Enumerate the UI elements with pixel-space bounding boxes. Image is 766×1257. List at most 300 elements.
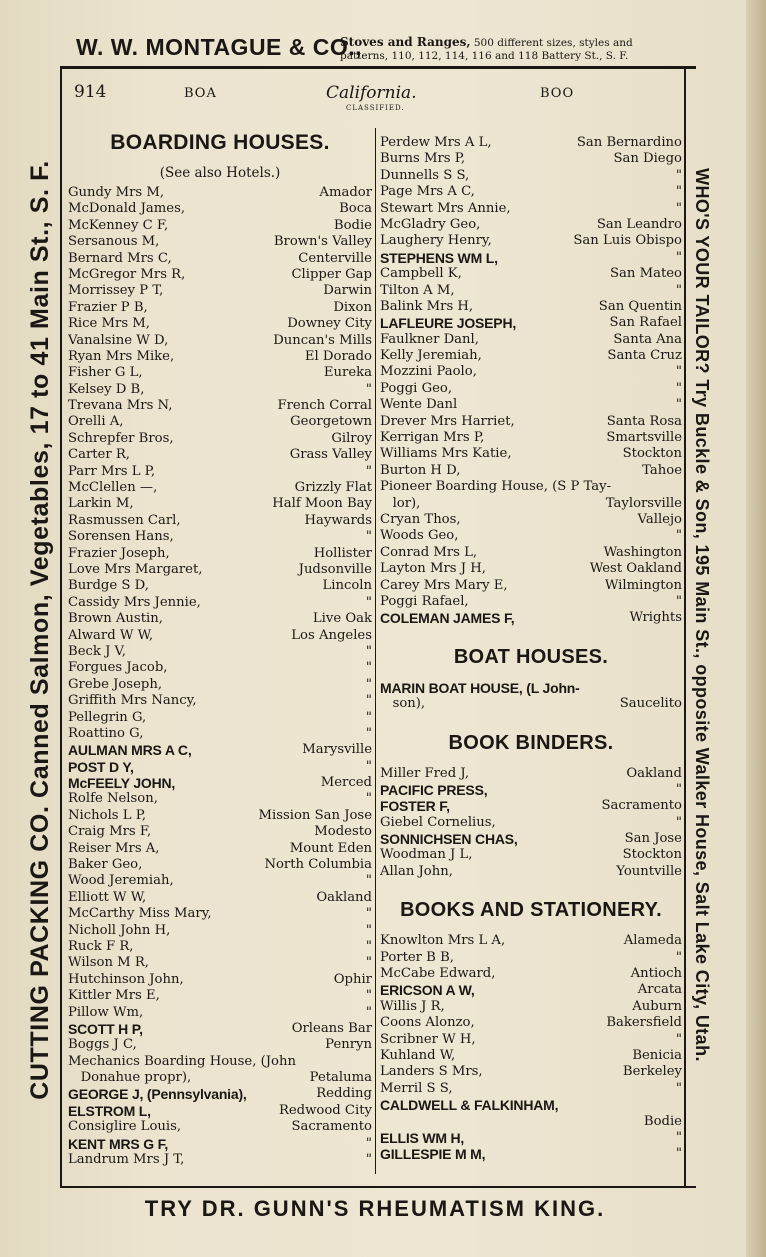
directory-entry (380, 1015, 682, 1031)
entry-location: Stockton (622, 446, 682, 462)
top-advertisement (76, 34, 686, 64)
entry-name: Donahue propr), (68, 1070, 192, 1086)
entry-name: Page Mrs A C, (380, 184, 475, 200)
directory-entry (68, 1086, 372, 1102)
entry-name: McDonald James, (68, 201, 186, 217)
entry-location: " (365, 873, 372, 889)
directory-entry (380, 1146, 682, 1162)
directory-entry (380, 831, 682, 847)
entry-location: Grass Valley (289, 447, 372, 463)
directory-entry (380, 463, 682, 479)
entry-location: El Dorado (304, 348, 372, 364)
entry-name: Mechanics Boarding House, (John (68, 1053, 296, 1069)
section-heading: BOOKS AND STATIONERY. (400, 899, 662, 922)
directory-entry (380, 315, 682, 331)
entry-name: Williams Mrs Katie, (380, 446, 512, 462)
entry-location: " (365, 1152, 372, 1168)
entry-location: San Quentin (598, 298, 682, 314)
entry-location: Orleans Bar (291, 1020, 372, 1036)
entry-location: Smartsville (606, 430, 682, 446)
entry-location: Wrights (629, 610, 682, 626)
entry-location: Mount Eden (289, 840, 372, 856)
entry-location: Merced (320, 775, 372, 791)
entry-location: Oakland (626, 765, 682, 781)
entry-name: Dunnells S S, (380, 167, 470, 183)
directory-entry (380, 332, 682, 348)
entry-location: Taylorsville (605, 495, 682, 511)
directory-entry (68, 529, 372, 545)
entry-location: Stockton (622, 847, 682, 863)
top-ad-line1-bold: Stoves and Ranges, (340, 35, 471, 49)
entry-location: San Jose (624, 831, 682, 847)
section-note: (See also Hotels.) (159, 165, 281, 181)
entry-location: " (365, 758, 372, 774)
directory-entry (380, 512, 682, 528)
directory-entry (380, 815, 682, 831)
entry-name: Balink Mrs H, (380, 298, 474, 314)
entry-location: " (365, 381, 372, 397)
page-number: 914 (74, 82, 107, 102)
directory-entry (380, 135, 682, 151)
directory-entry (68, 611, 372, 627)
entry-name: FOSTER F, (380, 798, 450, 815)
directory-entry (380, 610, 682, 626)
entry-name: GEORGE J, (Pennsylvania), (68, 1086, 247, 1103)
directory-entry (68, 1037, 372, 1053)
directory-entry (68, 873, 372, 889)
entry-name: Poggi Geo, (380, 380, 453, 396)
left-rule (60, 66, 62, 1186)
directory-entry (68, 857, 372, 873)
directory-entry (68, 710, 372, 726)
entry-location: Mission San Jose (258, 807, 372, 823)
entry-location: " (675, 949, 682, 965)
entry-name: SONNICHSEN CHAS, (380, 831, 518, 848)
directory-entry (380, 782, 682, 798)
entry-location: Brown's Valley (273, 234, 372, 250)
entry-location: " (675, 1146, 682, 1162)
entry-name: Kuhland W, (380, 1047, 456, 1063)
entry-location: " (365, 709, 372, 725)
entry-location: French Corral (277, 398, 372, 414)
entry-name: Rasmussen Carl, (68, 512, 181, 528)
directory-entry (380, 847, 682, 863)
entry-location: Downey City (287, 316, 372, 332)
entry-name: STEPHENS WM L, (380, 249, 498, 266)
entry-location: " (365, 676, 372, 692)
entry-location: Gilroy (331, 430, 372, 446)
entry-name: Rice Mrs M, (68, 316, 150, 332)
directory-entry (68, 841, 372, 857)
entry-name: PACIFIC PRESS, (380, 781, 488, 798)
entry-location: Los Angeles (291, 627, 372, 643)
directory-entry (68, 447, 372, 463)
right-side-advertisement: WHO'S YOUR TAILOR? Try Buckle & Son, 195 Main St., opposite Walker House, Salt Lake City, Utah. (692, 168, 713, 1062)
top-ad-line2: patterns, 110, 112, 114, 116 and 118 Battery St., S. F. (340, 50, 629, 62)
entry-location: San Mateo (610, 266, 682, 282)
entry-location: " (365, 660, 372, 676)
directory-entry (380, 397, 682, 413)
directory-entry (68, 890, 372, 906)
directory-entry (68, 595, 372, 611)
entry-name: Landrum Mrs J T, (68, 1152, 185, 1168)
entry-name: Landers S Mrs, (380, 1064, 483, 1080)
entry-name: ELSTROM L, (68, 1102, 151, 1119)
directory-entry (380, 528, 682, 544)
entry-name: Nicholl John H, (68, 922, 171, 938)
directory-entry (68, 1070, 372, 1086)
entry-name: Mozzini Paolo, (380, 364, 477, 380)
entry-location: Berkeley (622, 1064, 682, 1080)
entry-name: Giebel Cornelius, (380, 814, 496, 830)
directory-entry (68, 365, 372, 381)
directory-entry (68, 349, 372, 365)
entry-name: Ryan Mrs Mike, (68, 348, 175, 364)
entry-location: " (675, 814, 682, 830)
entry-name: Kelsey D B, (68, 381, 145, 397)
entry-name: GILLESPIE M M, (380, 1146, 486, 1163)
entry-name: Carter R, (68, 447, 130, 463)
directory-entry (380, 414, 682, 430)
entry-location: Redding (316, 1086, 372, 1102)
entry-location: Antioch (630, 966, 682, 982)
entry-name: Bernard Mrs C, (68, 250, 172, 266)
entry-location: Redwood City (278, 1102, 372, 1118)
directory-entry (68, 283, 372, 299)
entry-location: San Leandro (596, 216, 682, 232)
directory-entry (380, 217, 682, 233)
entry-name: McGregor Mrs R, (68, 266, 186, 282)
entry-name: Ruck F R, (68, 938, 134, 954)
entry-name: Larkin M, (68, 496, 134, 512)
entry-location: " (365, 594, 372, 610)
entry-location: Georgetown (290, 414, 372, 430)
entry-location: " (675, 1129, 682, 1145)
entry-location: Santa Rosa (606, 413, 682, 429)
entry-name: Stewart Mrs Annie, (380, 200, 511, 216)
directory-entry (68, 726, 372, 742)
bottom-advertisement: TRY DR. GUNN'S RHEUMATISM KING. (144, 1196, 606, 1221)
directory-entry (68, 431, 372, 447)
entry-location: Haywards (304, 512, 372, 528)
entry-location: " (365, 955, 372, 971)
entry-name: Allan John, (380, 863, 453, 879)
entry-name: ERICSON A W, (380, 982, 475, 999)
entry-name: McClellen —, (68, 480, 158, 496)
entry-name: Pioneer Boarding House, (S P Tay- (380, 479, 612, 495)
directory-entry (68, 955, 372, 971)
directory-entry (380, 266, 682, 282)
entry-name: Tilton A M, (380, 282, 455, 298)
entry-name: Carey Mrs Mary E, (380, 577, 508, 593)
entry-location: Amador (319, 185, 372, 200)
directory-entry (68, 513, 372, 529)
entry-name: AULMAN MRS A C, (68, 742, 192, 759)
entry-location: " (675, 282, 682, 298)
directory-entry (68, 677, 372, 693)
entry-location: Bodie (643, 1113, 682, 1129)
entry-location: Live Oak (312, 611, 372, 627)
entry-location: Oakland (316, 889, 372, 905)
entry-name: CALDWELL & FALKINHAM, (380, 1097, 559, 1114)
top-ad-line1-rest: 500 different sizes, styles and (473, 37, 633, 49)
entry-location: Clipper Gap (291, 266, 372, 282)
directory-entry (380, 184, 682, 200)
entry-location: " (675, 781, 682, 797)
directory-entry (380, 999, 682, 1015)
directory-entry (68, 824, 372, 840)
directory-entry (68, 628, 372, 644)
entry-location: Darwin (323, 283, 372, 299)
directory-entry (68, 251, 372, 267)
directory-entry (68, 578, 372, 594)
entry-name: Parr Mrs L P, (68, 463, 156, 479)
entry-location: " (675, 200, 682, 216)
entry-location: Sacramento (601, 798, 682, 814)
directory-entry (380, 364, 682, 380)
directory-entry (68, 414, 372, 430)
directory-entry (380, 233, 682, 249)
entry-location: Petaluma (309, 1070, 372, 1086)
entry-location: Centerville (298, 250, 372, 266)
directory-entry (68, 562, 372, 578)
directory-entry (68, 775, 372, 791)
entry-name: Vanalsine W D, (68, 332, 169, 348)
entry-name: Cryan Thos, (380, 511, 461, 527)
directory-entry (380, 1081, 682, 1097)
entry-name: Woods Geo, (380, 528, 459, 544)
entry-name: Kerrigan Mrs P, (380, 430, 485, 446)
directory-entry (68, 546, 372, 562)
entry-location: Judsonville (298, 561, 372, 577)
entry-name: Beck J V, (68, 643, 126, 659)
directory-entry (68, 1054, 372, 1070)
entry-name: Baker Geo, (68, 857, 143, 873)
directory-entry (380, 766, 682, 782)
entry-name: Merril S S, (380, 1080, 453, 1096)
entry-name: Coons Alonzo, (380, 1015, 475, 1031)
directory-entry (380, 982, 682, 998)
directory-entry (68, 759, 372, 775)
entry-name: Love Mrs Margaret, (68, 561, 203, 577)
left-column (68, 131, 372, 1168)
entry-location: Vallejo (637, 511, 682, 527)
directory-entry (68, 398, 372, 414)
directory-entry (68, 1119, 372, 1135)
directory-entry (380, 966, 682, 982)
entry-location: " (365, 643, 372, 659)
entry-name: COLEMAN JAMES F, (380, 610, 515, 627)
entry-location: Saucelito (619, 696, 682, 712)
entry-location: San Bernardino (576, 135, 682, 150)
entry-location: Bakersfield (606, 1015, 682, 1031)
entry-name: Woodman J L, (380, 847, 473, 863)
directory-entry (68, 300, 372, 316)
entry-location: " (365, 922, 372, 938)
entry-name: Roattino G, (68, 725, 144, 741)
entry-name: McFEELY JOHN, (68, 775, 176, 792)
entry-name: Perdew Mrs A L, (380, 135, 492, 150)
directory-entry (68, 972, 372, 988)
state-title: California. (326, 83, 417, 103)
entry-name: Elliott W W, (68, 889, 147, 905)
directory-entry (380, 496, 682, 512)
entry-name: Brown Austin, (68, 611, 163, 627)
classified-label: CLASSIFIED. (346, 104, 405, 112)
entry-location: Auburn (632, 998, 682, 1014)
entry-location: Bodie (333, 217, 372, 233)
entry-name: POST D Y, (68, 758, 134, 775)
directory-entry (380, 578, 682, 594)
directory-entry (380, 299, 682, 315)
directory-entry (68, 480, 372, 496)
entry-name: Burton H D, (380, 462, 461, 478)
entry-location: Modesto (314, 824, 372, 840)
entry-name: Drever Mrs Harriet, (380, 413, 515, 429)
entry-name: Orelli A, (68, 414, 124, 430)
directory-entry (68, 267, 372, 283)
directory-entry (68, 791, 372, 807)
entry-location: " (675, 380, 682, 396)
directory-entry (68, 1021, 372, 1037)
directory-entry (380, 798, 682, 814)
directory-entry (380, 1097, 682, 1113)
entry-name: Fisher G L, (68, 365, 143, 381)
directory-entry (380, 348, 682, 364)
page-header (74, 82, 684, 116)
directory-entry (68, 693, 372, 709)
section-heading: BOAT HOUSES. (453, 645, 609, 668)
entry-name: Faulkner Danl, (380, 331, 479, 347)
entry-name: son), (380, 696, 426, 712)
entry-location: " (675, 397, 682, 413)
entry-location: Duncan's Mills (273, 332, 372, 348)
entry-name: Pillow Wm, (68, 1004, 144, 1020)
entry-location: San Diego (613, 151, 682, 167)
directory-entry (68, 185, 372, 201)
left-catchword: BOA (184, 86, 217, 101)
entry-location: Washington (603, 544, 682, 560)
directory-entry (380, 864, 682, 880)
directory-entry (380, 594, 682, 610)
entry-name: McGladry Geo, (380, 216, 481, 232)
directory-entry (68, 923, 372, 939)
entry-name: McCarthy Miss Mary, (68, 906, 212, 922)
bottom-rule (60, 1186, 696, 1188)
entry-name: Morrissey P T, (68, 283, 164, 299)
entry-location: " (365, 1135, 372, 1151)
entry-name: Frazier Joseph, (68, 545, 170, 561)
entry-location: " (675, 249, 682, 265)
entry-name: Gundy Mrs M, (68, 185, 165, 200)
entry-location: " (365, 938, 372, 954)
entry-name: Laughery Henry, (380, 233, 492, 249)
entry-location: " (675, 167, 682, 183)
entry-name: Poggi Rafael, (380, 593, 469, 609)
entry-location: Boca (339, 201, 372, 217)
entry-location: Ophir (333, 971, 372, 987)
directory-entry (380, 250, 682, 266)
entry-name: KENT MRS G F, (68, 1135, 169, 1152)
entry-name: Rolfe Nelson, (68, 791, 158, 807)
entry-location: Lincoln (322, 578, 372, 594)
entry-name: Boggs J C, (68, 1037, 137, 1053)
directory-entry (68, 333, 372, 349)
entry-location: " (365, 1004, 372, 1020)
entry-name: ELLIS WM H, (380, 1129, 465, 1146)
directory-entry (380, 1032, 682, 1048)
right-catchword: BOO (540, 86, 575, 101)
directory-entry (68, 1005, 372, 1021)
directory-entry (68, 939, 372, 955)
column-divider (375, 128, 376, 1174)
entry-name: Sorensen Hans, (68, 529, 174, 545)
entry-location: " (365, 725, 372, 741)
entry-name: Hutchinson John, (68, 971, 184, 987)
entry-location: " (675, 364, 682, 380)
entry-location: West Oakland (589, 561, 682, 577)
entry-name: Layton Mrs J H, (380, 561, 486, 577)
directory-entry (68, 234, 372, 250)
directory-entry (380, 151, 682, 167)
directory-entry (380, 201, 682, 217)
directory-entry (380, 168, 682, 184)
directory-entry (68, 988, 372, 1004)
entry-name: lor), (380, 495, 421, 511)
directory-entry (68, 1152, 372, 1168)
entry-name: Alward W W, (68, 627, 154, 643)
entry-location: Hollister (313, 545, 372, 561)
directory-entry (68, 201, 372, 217)
directory-entry (68, 1136, 372, 1152)
directory-entry (68, 496, 372, 512)
entry-name: Burdge S D, (68, 578, 149, 594)
directory-entry (380, 933, 682, 949)
entry-location: " (675, 184, 682, 200)
entry-location: " (365, 529, 372, 545)
entry-name: Scribner W H, (380, 1031, 476, 1047)
entry-name: Pellegrin G, (68, 709, 147, 725)
entry-location: Dixon (333, 299, 372, 315)
directory-entry (68, 316, 372, 332)
entry-location: " (365, 791, 372, 807)
entry-name: Wood Jeremiah, (68, 873, 174, 889)
entry-name: MARIN BOAT HOUSE, (L John- (380, 679, 580, 696)
entry-location: Santa Ana (613, 331, 682, 347)
entry-location: " (365, 463, 372, 479)
top-rule (60, 66, 696, 69)
directory-entry (68, 660, 372, 676)
directory-entry (380, 561, 682, 577)
directory-entry (68, 464, 372, 480)
entry-name: Griffith Mrs Nancy, (68, 693, 197, 709)
entry-location: San Luis Obispo (573, 233, 682, 249)
entry-name: Campbell K, (380, 266, 462, 282)
entry-name: Craig Mrs F, (68, 824, 152, 840)
entry-name: SCOTT H P, (68, 1020, 143, 1037)
directory-entry (68, 382, 372, 398)
directory-entry (380, 381, 682, 397)
entry-name: Trevana Mrs N, (68, 398, 173, 414)
entry-location: " (365, 906, 372, 922)
entry-name: Forgues Jacob, (68, 660, 168, 676)
entry-location: Penryn (325, 1037, 372, 1053)
directory-entry (380, 680, 682, 696)
entry-location: Arcata (637, 982, 682, 998)
entry-name: Consiglire Louis, (68, 1119, 182, 1135)
entry-name: Nichols L P, (68, 807, 147, 823)
directory-entry (380, 283, 682, 299)
